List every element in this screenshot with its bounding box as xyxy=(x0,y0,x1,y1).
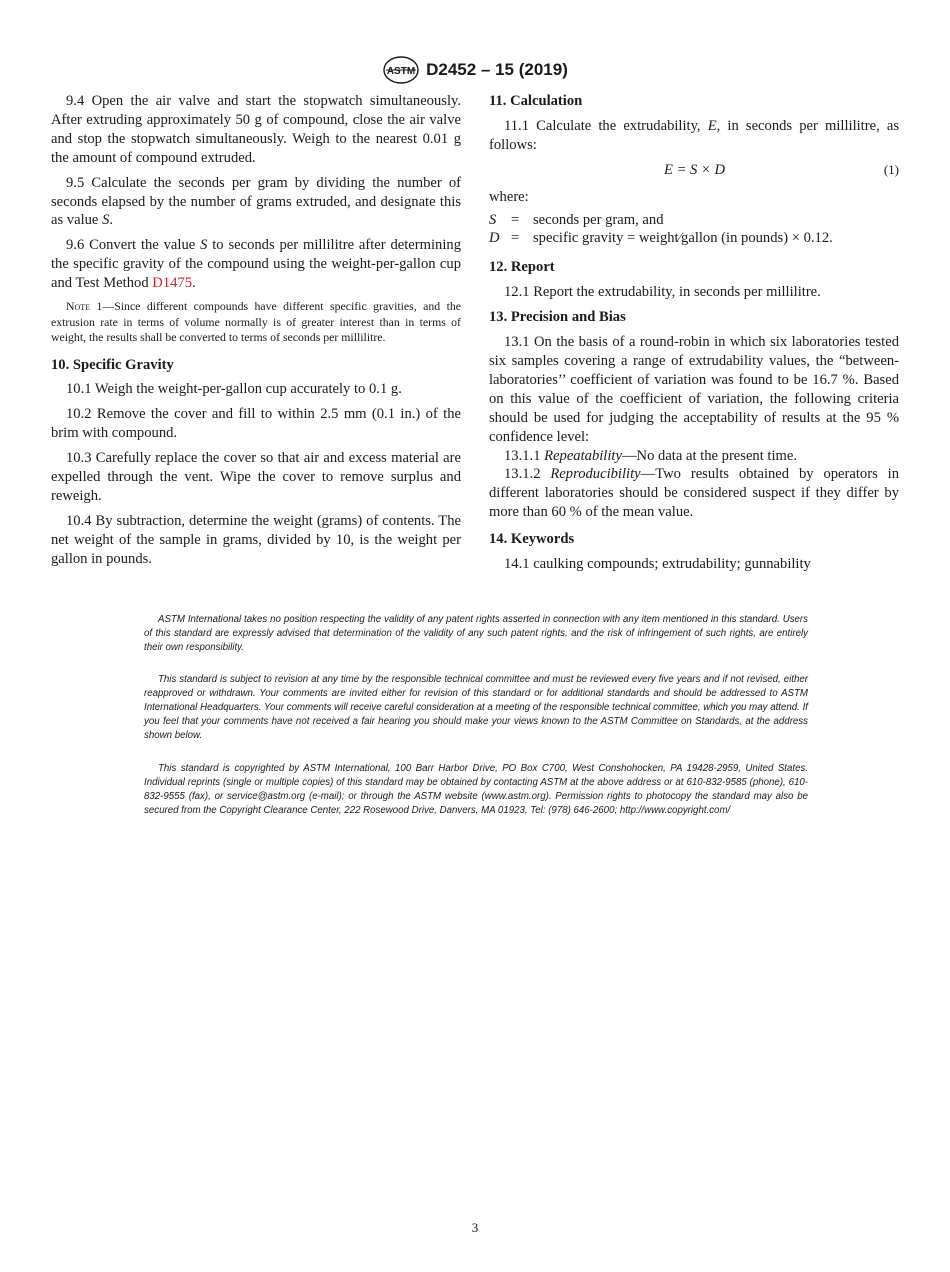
note-1: Note 1—Since different compounds have different specific gravities, and the extrusion rate in terms of volume normally is of greater interest than in terms of weight, the results shall be converted to terms of seconds per millilitre. xyxy=(51,299,461,345)
paragraph-10-4: 10.4 By subtraction, determine the weight (grams) of contents. The net weight of the sample in grams, divided by 10, is the weight per gallon in pounds. xyxy=(51,512,461,567)
section-12-heading: 12. Report xyxy=(489,259,555,276)
equation-number: (1) xyxy=(883,161,899,177)
section-13-heading: 13. Precision and Bias xyxy=(489,309,626,326)
paragraph-12-1: 12.1 Report the extrudability, in seconds per millilitre. xyxy=(504,284,821,301)
paragraph-13-1-2: 13.1.2 Reproducibility—Two results obtained by operators in different laboratories should be considered suspect if they differ by more than 60 % of the mean value. xyxy=(489,466,899,521)
paragraph-9-5: 9.5 Calculate the seconds per gram by dividing the number of seconds elapsed by the number of grams extruded, and designate this as value S. xyxy=(51,174,461,229)
paragraph-13-1-1: 13.1.1 Repeatability—No data at the present time. xyxy=(504,447,798,464)
paragraph-9-6: 9.6 Convert the value S to seconds per millilitre after determining the specific gravity of the compound using the weight-per-gallon cup and Test Method D1475. xyxy=(51,237,461,292)
paragraph-10-2: 10.2 Remove the cover and fill to within 2.5 mm (0.1 in.) of the brim with compound. xyxy=(51,406,461,442)
left-column xyxy=(51,92,461,575)
document-id: D2452 – 15 (2019) xyxy=(426,60,568,79)
paragraph-14-1: 14.1 caulking compounds; extrudability; gunnability xyxy=(504,556,811,573)
variable-definitions xyxy=(489,211,899,249)
d1475-link[interactable]: D1475 xyxy=(152,275,192,292)
section-11-heading: 11. Calculation xyxy=(489,93,583,109)
equation-1 xyxy=(489,161,899,180)
paragraph-10-1: 10.1 Weigh the weight-per-gallon cup accurately to 0.1 g. xyxy=(66,381,402,398)
paragraph-9-4: 9.4 Open the air valve and start the stopwatch simultaneously. After extruding approximately 50 g of compound, close the air valve and stop the stopwatch simultaneously. Weigh to the nearest 0.01 g the amount of compound extruded. xyxy=(51,93,461,166)
paragraph-13-1: 13.1 On the basis of a round-robin in which six laboratories tested six samples covering a range of extrudability values, the “between-laboratories’’ coefficient of variation was found to be 16.7 %. Based on this value of the coefficient of variation, the following criteria should be used for judging the acceptability of results at the 95 % confidence level: xyxy=(489,334,899,445)
section-10-heading: 10. Specific Gravity xyxy=(51,356,174,373)
footer-patent-notice: ASTM International takes no position respecting the validity of any patent rights asserted in connection with any item mentioned in this standard. Users of this standard are expressly advised that determination of the validity of any such patent rights, and the risk of infringement of such rights, are entirely their own responsibility. xyxy=(144,614,808,653)
where-label: where: xyxy=(489,188,529,205)
logo-text: ASTM xyxy=(386,66,416,77)
astm-logo-icon xyxy=(382,55,420,85)
section-14-heading: 14. Keywords xyxy=(489,531,575,548)
note-label: Note 1 xyxy=(66,299,103,314)
page-header xyxy=(0,55,950,85)
definition-d: D = specific gravity = weight⁄gallon (in pounds) × 0.12. xyxy=(489,230,833,247)
paragraph-11-1: 11.1 Calculate the extrudability, E, in seconds per millilitre, as follows: xyxy=(489,117,900,153)
page-number: 3 xyxy=(471,1220,479,1235)
footer-revision-notice: This standard is subject to revision at any time by the responsible technical committee and must be reviewed every five years and if not revised, either reapproved or withdrawn. Your comments are invited either for revision of this standard or for additional standards and should be addressed to ASTM International Headquarters. Your comments will receive careful consideration at a meeting of the responsible technical committee, which you may attend. If you feel that your comments have not received a fair hearing you should make your views known to the ASTM Committee on Standards, at the address shown below. xyxy=(144,674,808,741)
definition-s: S = seconds per gram, and xyxy=(489,211,664,228)
equation-text: E = S × D xyxy=(664,161,726,178)
footer-copyright-notice: This standard is copyrighted by ASTM International, 100 Barr Harbor Drive, PO Box C700, West Conshohocken, PA 19428-2959, United States. Individual reprints (single or multiple copies) of this standard may be obtained by contacting ASTM at the above address or at 610-832-9585 (phone), 610-832-9555 (fax), or service@astm.org (e-mail); or through the ASTM website (www.astm.org). Permission rights to photocopy the standard may also be secured from the Copyright Clearance Center, 222 Rosewood Drive, Danvers, MA 01923, Tel: (978) 646-2600; http://www.copyright.com/ xyxy=(144,763,808,816)
paragraph-10-3: 10.3 Carefully replace the cover so that air and excess material are expelled through the vent. Wipe the cover to remove surplus and reweigh. xyxy=(51,450,461,504)
right-column xyxy=(489,92,899,580)
